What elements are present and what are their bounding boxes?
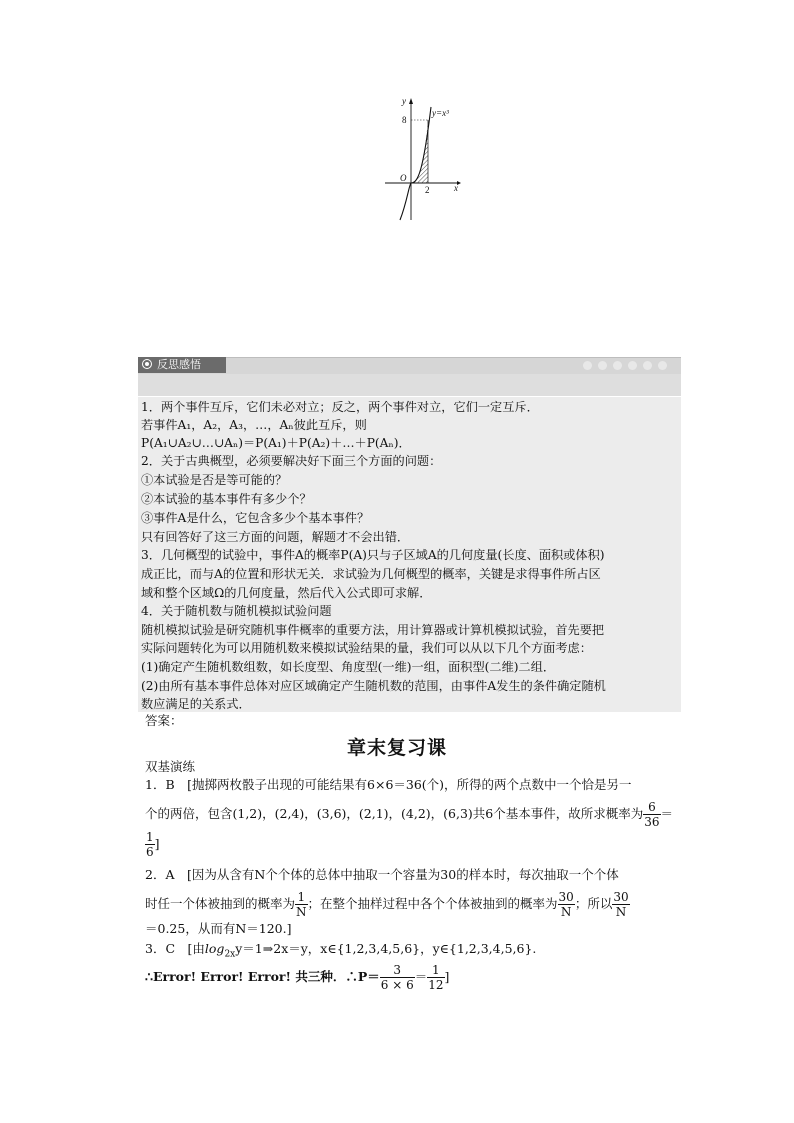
reflection-line: 成正比，而与A的位置和形状无关．求试验为几何概型的概率，关键是求得事件所占区 <box>141 567 601 581</box>
reflection-line: 4．关于随机数与随机模拟试验问题 <box>141 604 332 618</box>
q2-line3: ＝0.25，从而有N＝120.] <box>145 921 292 936</box>
fraction-numerator: 1 <box>146 830 154 844</box>
q2-fraction-30-N <box>558 890 575 919</box>
fraction-denominator: N <box>560 905 572 919</box>
answer-label: 答案： <box>145 713 183 728</box>
decor-dot-icon <box>598 361 607 370</box>
q1-line3 <box>145 830 160 859</box>
q1-line2-text: 个的两倍，包含(1,2)，(2,4)，(3,6)，(2,1)，(4,2)，(6,3)共6个基本事件，故所求概率为 <box>145 806 644 821</box>
y-axis-arrow <box>409 98 413 104</box>
log-function: log <box>204 941 225 956</box>
origin-label: O <box>400 173 407 183</box>
reflection-line: 3．几何概型的试验中，事件A的概率P(A)只与子区域A的几何度量(长度、面积或体积) <box>141 548 605 562</box>
chapter-title: 章末复习课 <box>346 737 447 759</box>
q2-text-c: ；所以 <box>574 896 613 911</box>
q2-line1: 2．A [因为从含有N个个体的总体中抽取一个容量为30的样本时，每次抽取一个个体 <box>145 867 619 882</box>
q3-fraction-1-12 <box>427 963 444 992</box>
q3-line2 <box>145 963 449 992</box>
reflection-line: 1．两个事件互斥，它们未必对立；反之，两个事件对立，它们一定互斥． <box>141 400 539 414</box>
reflection-line: 实际问题转化为可以用随机数来模拟试验结果的量，我们可以从以下几个方面考虑： <box>141 641 592 655</box>
reflection-line: (2)由所有基本事件总体对应区域确定产生随机数的范围，由事件A发生的条件确定随机 <box>141 679 606 693</box>
decor-dot-icon <box>658 361 667 370</box>
equals-sign: ＝ <box>660 806 674 821</box>
x-tick-2: 2 <box>425 185 430 195</box>
reflection-line: ③事件A是什么，它包含多少个基本事件？ <box>141 511 370 525</box>
reflection-line: 数应满足的关系式． <box>141 697 251 711</box>
q3-fraction-3-36 <box>380 963 415 992</box>
closing-bracket: ] <box>154 836 160 851</box>
decor-dot-icon <box>583 361 592 370</box>
reflection-line: 2．关于古典概型，必须要解决好下面三个方面的问题： <box>141 454 442 468</box>
fraction-denominator: N <box>615 905 627 919</box>
fraction-denominator: N <box>296 905 307 919</box>
reflection-subbar <box>138 374 681 396</box>
reflection-tab <box>138 357 226 373</box>
fraction-numerator: 1 <box>427 963 444 978</box>
fraction-numerator: 1 <box>295 890 308 905</box>
fraction-numerator: 30 <box>613 890 629 904</box>
reflection-line: 若事件A₁，A₂，A₃，…，Aₙ彼此互斥，则 <box>141 418 367 432</box>
y-axis-label: y <box>402 96 406 106</box>
fraction-denominator: 12 <box>428 978 444 992</box>
q1-line1: 1．B [抛掷两枚骰子出现的可能结果有6×6＝36(个)，所得的两个点数中一个恰是另一 <box>145 777 632 792</box>
fraction-numerator: 6 <box>643 800 660 815</box>
decor-dot-icon <box>628 361 637 370</box>
q3-text-b: y＝1⇒2x＝y，x∈{1,2,3,4,5,6}，y∈{1,2,3,4,5,6}. <box>235 941 537 956</box>
x-axis-label: x <box>454 183 458 193</box>
reflection-line: (1)确定产生随机数组数，如长度型、角度型(一维)一组，面积型(二维)二组． <box>141 660 556 674</box>
q2-fraction-1-N <box>295 890 308 919</box>
reflection-title: 反思感悟 <box>157 358 201 371</box>
equals-sign: ＝ <box>414 969 428 984</box>
curve-label: y=x³ <box>432 108 449 118</box>
reflection-line: 域和整个区域Ω的几何度量，然后代入公式即可求解． <box>141 586 432 600</box>
q1-fraction-6-36 <box>643 800 660 829</box>
closing-bracket: ] <box>444 969 450 984</box>
bullet-circle-icon <box>142 359 152 369</box>
y-tick-8: 8 <box>402 115 407 125</box>
q2-line2 <box>145 890 630 919</box>
fraction-denominator: 6 <box>146 845 154 859</box>
fraction-numerator: 3 <box>380 963 415 978</box>
q2-text-a: 时任一个体被抽到的概率为 <box>145 896 296 911</box>
section-label: 双基演练 <box>145 759 196 774</box>
fraction-denominator: 36 <box>644 815 660 829</box>
q3-line1 <box>145 940 536 964</box>
q3-text-c: ∴Error! Error! Error! 共三种．∴P＝ <box>145 969 380 984</box>
cubic-function-graph <box>385 92 465 222</box>
reflection-line: 随机模拟试验是研究随机事件概率的重要方法，用计算器或计算机模拟试验，首先要把 <box>141 623 605 637</box>
q1-line2 <box>145 800 673 829</box>
reflection-line: ②本试验的基本事件有多少个？ <box>141 492 312 506</box>
log-base: 2x <box>224 949 236 960</box>
fraction-numerator: 30 <box>558 890 574 904</box>
reflection-line: 只有回答好了这三方面的问题，解题才不会出错． <box>141 530 410 544</box>
q2-text-b: ；在整个抽样过程中各个个体被抽到的概率为 <box>307 896 558 911</box>
q1-fraction-1-6 <box>145 830 155 859</box>
q2-fraction-30-N-b <box>612 890 629 919</box>
fraction-denominator: 6 × 6 <box>380 978 414 992</box>
reflection-line: P(A₁∪A₂∪…∪Aₙ)＝P(A₁)＋P(A₂)＋…＋P(Aₙ)． <box>141 436 411 450</box>
decor-dot-icon <box>643 361 652 370</box>
reflection-line: ①本试验是否是等可能的？ <box>141 473 288 487</box>
q3-text-a: 3．C [由 <box>145 941 205 956</box>
decor-dot-icon <box>613 361 622 370</box>
